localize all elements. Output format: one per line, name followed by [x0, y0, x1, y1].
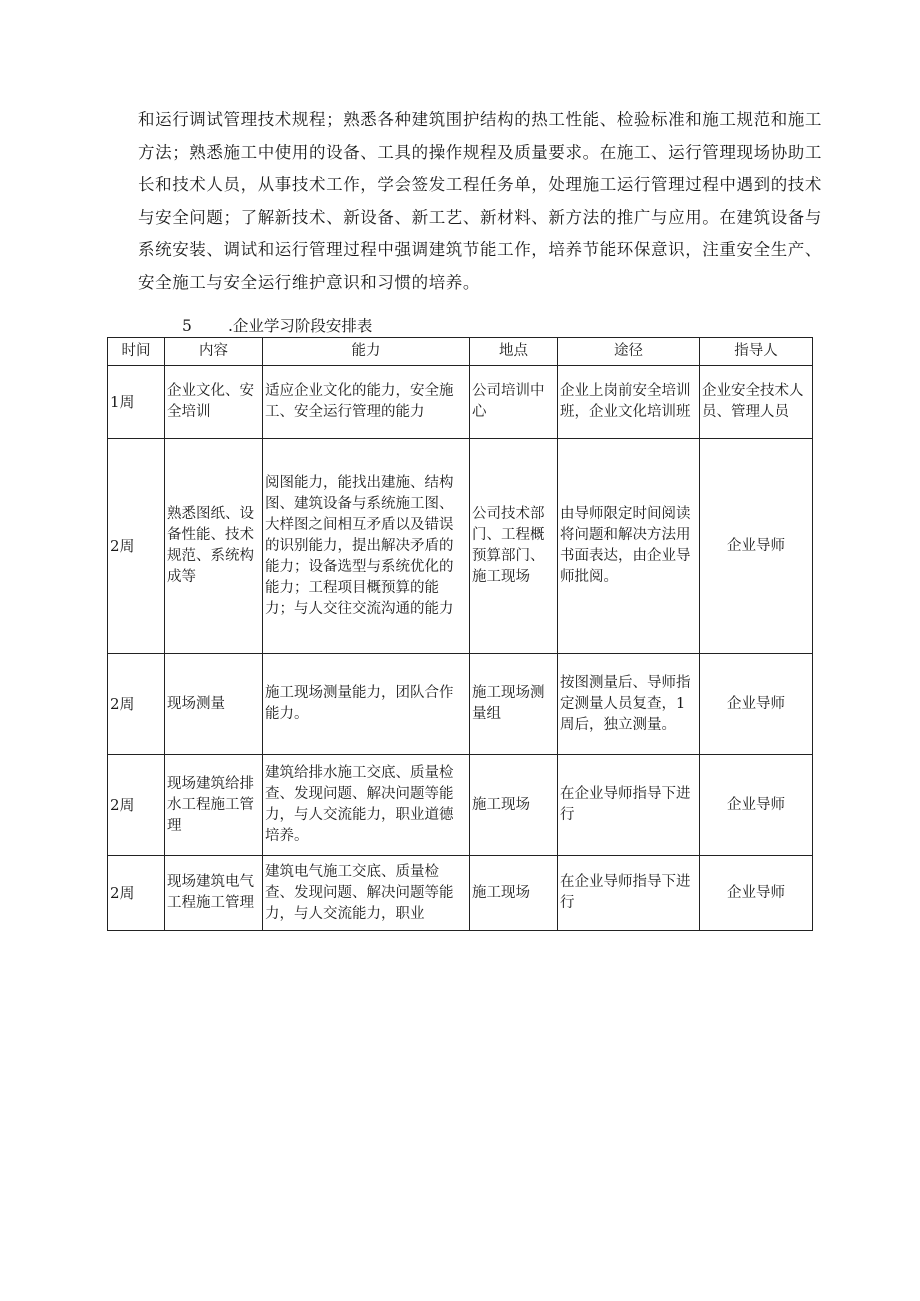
- cell-ability: 施工现场测量能力，团队合作能力。: [263, 654, 470, 755]
- cell-place: 施工现场: [470, 856, 558, 931]
- paragraph-line: 长和技术人员，从事技术工作，学会签发工程任务单，处理施工运行管理过程中遇到的技术: [138, 175, 822, 195]
- cell-mentor: 企业导师: [700, 755, 813, 856]
- schedule-table: [107, 337, 813, 931]
- cell-time: 2周: [108, 755, 165, 856]
- cell-ability: 阅图能力，能找出建施、结构图、建筑设备与系统施工图、大样图之间相互矛盾以及错误的识别能力，提出解决矛盾的能力；设备选型与系统优化的能力；工程项目概预算的能力；与人交往交流沟通的能力: [263, 439, 470, 654]
- table-row: [108, 654, 813, 755]
- cell-place: 公司培训中心: [470, 366, 558, 439]
- cell-method: 在企业导师指导下进行: [558, 755, 700, 856]
- table-row: [108, 755, 813, 856]
- cell-place: 施工现场测量组: [470, 654, 558, 755]
- cell-method: 企业上岗前安全培训班，企业文化培训班: [558, 366, 700, 439]
- cell-content: 现场测量: [165, 654, 263, 755]
- cell-time: 2周: [108, 654, 165, 755]
- paragraph-line: 安全施工与安全运行维护意识和习惯的培养。: [138, 272, 480, 292]
- cell-mentor: 企业导师: [700, 439, 813, 654]
- cell-place: 施工现场: [470, 755, 558, 856]
- cell-method: 按图测量后、导师指定测量人员复查，1周后，独立测量。: [558, 654, 700, 755]
- cell-time: 2周: [108, 856, 165, 931]
- table-caption-text: .企业学习阶段安排表: [228, 317, 373, 335]
- cell-time: 1周: [108, 366, 165, 439]
- cell-time: 2周: [108, 439, 165, 654]
- header-content: 内容: [165, 338, 263, 366]
- cell-content: 熟悉图纸、设备性能、技术规范、系统构成等: [165, 439, 263, 654]
- cell-content: 现场建筑电气工程施工管理: [165, 856, 263, 931]
- table-row: [108, 856, 813, 931]
- cell-method: 在企业导师指导下进行: [558, 856, 700, 931]
- cell-mentor: 企业导师: [700, 856, 813, 931]
- header-ability: 能力: [263, 338, 470, 366]
- cell-place: 公司技术部门、工程概预算部门、施工现场: [470, 439, 558, 654]
- paragraph-line: 方法；熟悉施工中使用的设备、工具的操作规程及质量要求。在施工、运行管理现场协助工: [138, 142, 822, 162]
- cell-ability: 建筑给排水施工交底、质量检查、发现问题、解决问题等能力，与人交流能力，职业道德培养。: [263, 755, 470, 856]
- cell-method: 由导师限定时间阅读将问题和解决方法用书面表达，由企业导师批阅。: [558, 439, 700, 654]
- table-header-row: [108, 338, 813, 366]
- cell-ability: 建筑电气施工交底、质量检查、发现问题、解决问题等能力，与人交流能力，职业: [263, 856, 470, 931]
- paragraph-line: 和运行调试管理技术规程；熟悉各种建筑围护结构的热工性能、检验标准和施工规范和施工: [138, 110, 822, 129]
- header-place: 地点: [470, 338, 558, 366]
- header-method: 途径: [558, 338, 700, 366]
- header-time: 时间: [108, 338, 165, 366]
- cell-ability: 适应企业文化的能力，安全施工、安全运行管理的能力: [263, 366, 470, 439]
- cell-content: 现场建筑给排水工程施工管理: [165, 755, 263, 856]
- cell-mentor: 企业安全技术人员、管理人员: [700, 366, 813, 439]
- table-row: [108, 439, 813, 654]
- body-paragraph: [138, 104, 824, 300]
- table-row: [108, 366, 813, 439]
- cell-content: 企业文化、安全培训: [165, 366, 263, 439]
- table-caption: [182, 314, 372, 336]
- header-mentor: 指导人: [700, 338, 813, 366]
- paragraph-line: 与安全问题；了解新技术、新设备、新工艺、新材料、新方法的推广与应用。在建筑设备与: [138, 207, 822, 227]
- paragraph-line: 系统安装、调试和运行管理过程中强调建筑节能工作，培养节能环保意识，注重安全生产、: [138, 240, 822, 260]
- cell-mentor: 企业导师: [700, 654, 813, 755]
- table-caption-number: 5: [182, 317, 192, 335]
